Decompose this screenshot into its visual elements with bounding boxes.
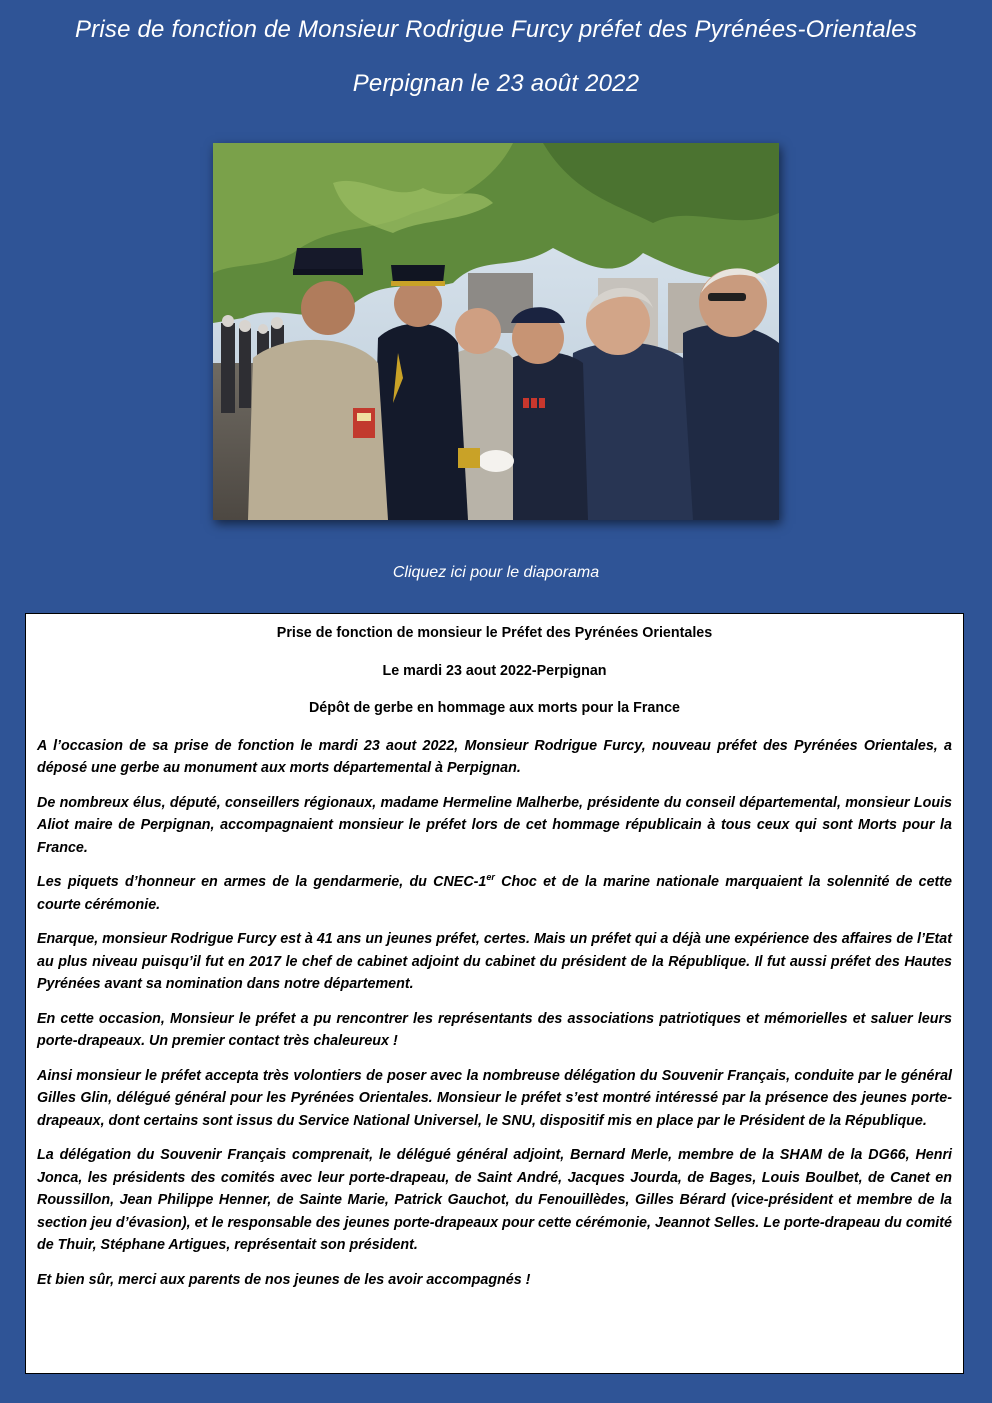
paragraph-8: Et bien sûr, merci aux parents de nos jeunes de les avoir accompagnés ! (37, 1271, 531, 1288)
paragraph-6: Ainsi monsieur le préfet accepta très volontiers de poser avec la nombreuse délégation du Souvenir Français, conduite par le général Gilles Glin, délégué général pour les Pyrénées Orientales. Monsieur le préfet s’est montré intéressé par la présence des jeunes porte-drapeaux, dont certains sont issus du Service National Universel, le SNU, dispositif mis en place par le Président de la République. (37, 1067, 952, 1129)
article-heading: Prise de fonction de monsieur le Préfet des Pyrénées Orientales (276, 625, 713, 641)
paragraph-3-start: Les piquets d’honneur en armes de la gendarmerie, du CNEC-1 (37, 874, 487, 890)
page-title: Prise de fonction de Monsieur Rodrigue Furcy préfet des Pyrénées-Orientales (74, 16, 918, 43)
paragraph-3 (37, 871, 952, 916)
paragraph-5: En cette occasion, Monsieur le préfet a pu rencontrer les représentants des associations patriotiques et mémorielles et saluer leurs porte-drapeaux. Un premier contact très chaleureux ! (37, 1010, 952, 1049)
slideshow-link[interactable]: Cliquez ici pour le diaporama (392, 564, 600, 581)
article-date-heading: Le mardi 23 aout 2022-Perpignan (382, 662, 607, 679)
paragraph-1: A l’occasion de sa prise de fonction le mardi 23 aout 2022, Monsieur Rodrigue Furcy, nouveau préfet des Pyrénées Orientales, a déposé une gerbe au monument aux morts départemental à Perpignan. (37, 737, 952, 776)
ordinal-superscript: er (486, 872, 495, 883)
paragraph-3-end: Choc et de la marine nationale marquaient la solennité de cette courte cérémonie. (37, 874, 952, 913)
page-subtitle-date: Perpignan le 23 août 2022 (352, 70, 640, 97)
paragraph-4: Enarque, monsieur Rodrigue Furcy est à 41 ans un jeunes préfet, certes. Mais un préfet qui a déjà une expérience des affaires de l’Etat au plus niveau puisqu’il fut en 2017 le chef de cabinet adjoint du cabinet du président de la République. Il fut aussi préfet des Hautes Pyrénées avant sa nomination dans notre département. (37, 931, 952, 992)
ceremony-photo[interactable] (213, 143, 779, 520)
paragraph-7: La délégation du Souvenir Français comprenait, le délégué général adjoint, Bernard Merle, membre de la SHAM de la DG66, Henri Jonca, les présidents des comités avec leur porte-drapeau, de Saint André, Jacques Jourda, de Bages, Louis Boulbet, de Canet en Roussillon, Jean Philippe Henner, de Sainte Marie, Patrick Gauchot, du Fenouillèdes, Gilles Bérard (vice-président et membre de la section jeu d’évasion), et le responsable des jeunes porte-drapeaux pour cette cérémonie, Jeannot Selles. Le porte-drapeau du comité de Thuir, Stéphane Artigues, représentait son président. (37, 1147, 952, 1253)
article-subheading: Dépôt de gerbe en hommage aux morts pour la France (308, 700, 680, 716)
article-box (25, 613, 964, 1374)
paragraph-2: De nombreux élus, député, conseillers régionaux, madame Hermeline Malherbe, présidente du conseil départemental, monsieur Louis Aliot maire de Perpignan, accompagnaient monsieur le préfet lors de cet hommage républicain à tous ceux qui sont Morts pour la France. (37, 794, 952, 856)
